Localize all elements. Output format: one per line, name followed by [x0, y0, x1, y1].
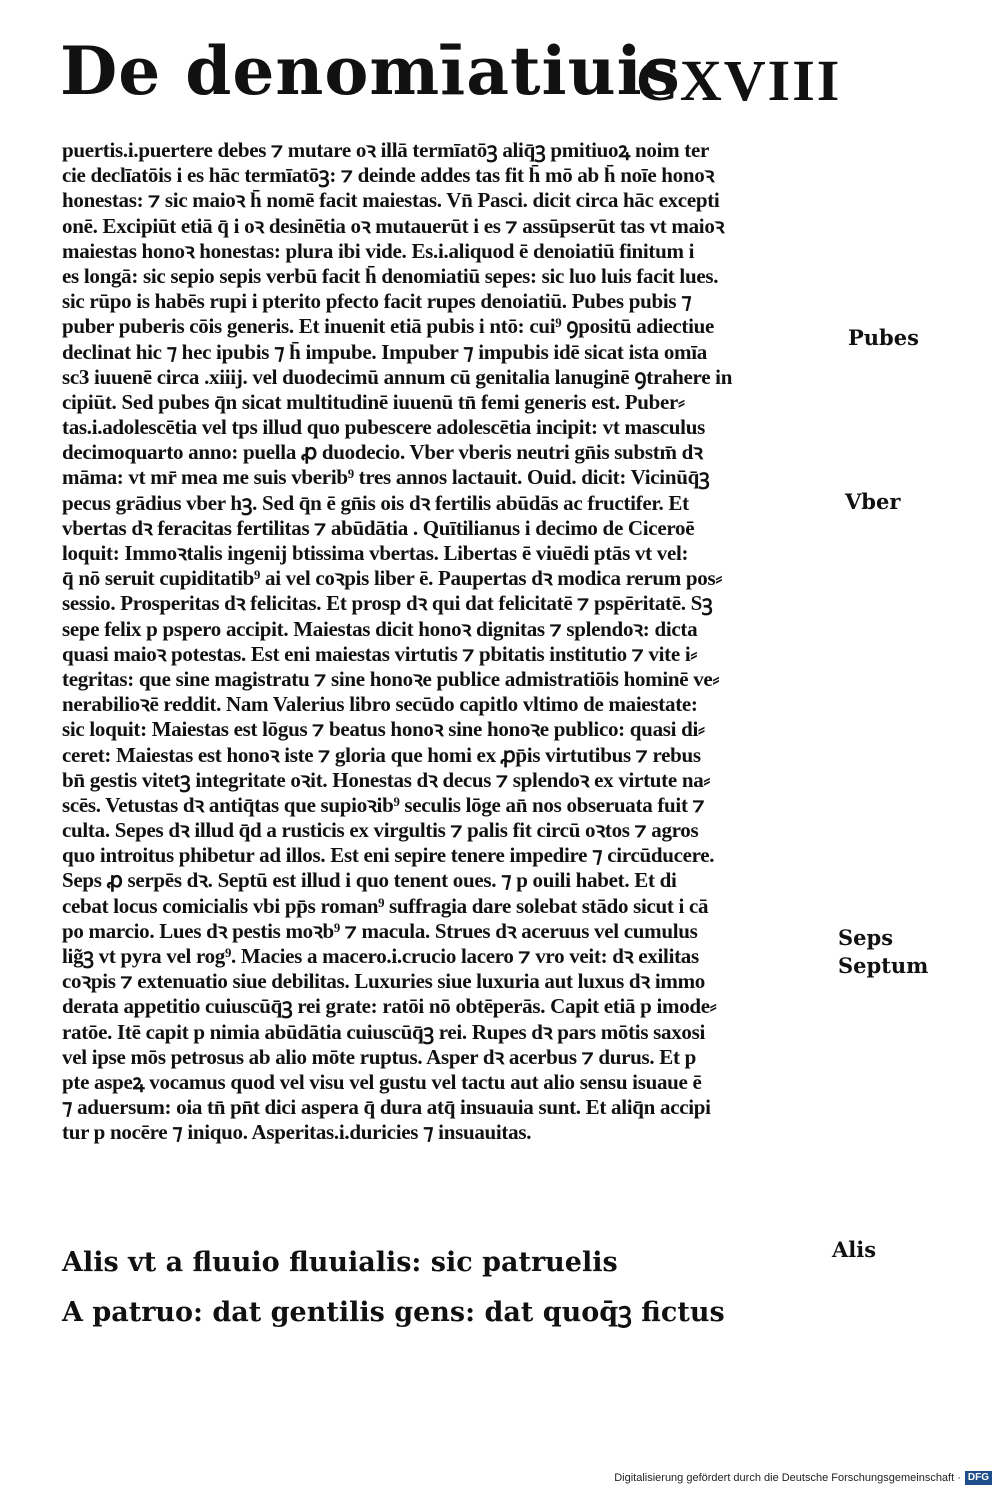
text-line: vel ipse mōs petrosus ab alio mōte ruptus. Asper dꝛ acerbus ⁊ durus. Et p	[62, 1044, 697, 1069]
text-line: scēs. Vetustas dꝛ antiq̄tas que supioꝛib⁹ seculis lōge an̄ nos obseruata fuit ⁊	[62, 792, 705, 817]
verse-block	[62, 1238, 782, 1338]
text-line	[62, 1146, 828, 1171]
body-text	[62, 138, 828, 1171]
text-line: quo introitus phibetur ad illos. Est eni sepire tenere impedire ⁊ circūducere.	[62, 843, 715, 868]
text-line: cie declīatōis i es hāc termīatōꝫ: ⁊ deinde addes tas fit h̄ mō ab h̄ noīe honoꝛ	[62, 163, 715, 188]
marginal-note-septum: Septum	[838, 953, 929, 978]
text-line: Seps ꝓ serpēs dꝛ. Septū est illud i quo tenent oues. ⁊ p ouili habet. Et di	[62, 868, 677, 893]
text-line: nerabilioꝛē reddit. Nam Valerius libro secūdo capitlo vltimo de maiestate:	[62, 692, 698, 717]
text-line: tas.i.adolescētia vel tps illud quo pubescere adolescētia incipit: vt masculus	[62, 415, 705, 440]
text-line: honestas: ⁊ sic maioꝛ h̄ nomē facit maiestas. Vn̄ Pasci. dicit circa hāc excepti	[62, 188, 720, 213]
text-line: derata appetitio cuiuscūq̄ꝫ rei grate: ratōi nō obtēperās. Capit etiā p imode⸗	[62, 994, 717, 1019]
text-line: q̄ nō seruit cupiditatib⁹ ai vel coꝛpis liber ē. Paupertas dꝛ modica rerum pos⸗	[62, 566, 723, 591]
text-line: maiestas honoꝛ honestas: plura ibi vide. Es.i.aliquod ē denoiatiū finitum i	[62, 238, 695, 263]
marginal-note-pubes: Pubes	[848, 325, 919, 350]
verse-line: Alis vt a fluuio fluuialis: sic patruelis	[62, 1247, 618, 1278]
text-line: sic loquit: Maiestas est lōgus ⁊ beatus honoꝛ sine honoꝛe publico: quasi di⸗	[62, 717, 705, 742]
text-line: pte aspeꝝ vocamus quod vel visu vel gustu vel tactu aut alio sensu isuaue ē	[62, 1069, 702, 1094]
text-line: māma: vt mr̄ mea me suis vberib⁹ tres annos lactauit. Ouid. dicit: Vicinūq̄ꝫ	[62, 465, 710, 490]
verse-line: A patruo: dat gentilis gens: dat quoq̄ꝫ fictus	[62, 1297, 725, 1328]
text-line: decimoquarto anno: puella ꝓ duodecio. Vber vberis neutri gn̄is substm̄ dꝛ	[62, 440, 703, 465]
text-line: onē. Excipiūt etiā q̄ i oꝛ desinētia oꝛ mutauerūt i es ⁊ assūpserūt tas vt maioꝛ	[62, 213, 725, 238]
text-line: vbertas dꝛ feracitas fertilitas ⁊ abūdātia . Quītilianus i decimo de Ciceroē	[62, 515, 695, 540]
text-line: lig̃ꝫ vt pyra vel rog⁹. Macies a macero.i.crucio lacero ⁊ vro veit: dꝛ exilitas	[62, 944, 699, 968]
text-line: coꝛpis ⁊ extenuatio siue debilitas. Luxuries siue luxuria aut luxus dꝛ immo	[62, 969, 706, 994]
marginal-note-uber: Vber	[845, 489, 901, 514]
text-line: es longā: sic sepio sepis verbū facit h̄ denomiatiū sepes: sic luo luis facit lues.	[62, 263, 719, 288]
text-line: bn̄ gestis vitetꝫ integritate oꝛit. Honestas dꝛ decus ⁊ splendoꝛ ex virtute na⸗	[62, 767, 711, 792]
digitization-credit	[614, 1471, 992, 1485]
text-line: declinat hic ⁊ hec ipubis ⁊ h̄ impube. Impuber ⁊ impubis idē sicat ista omīa	[62, 339, 707, 364]
credit-text: Digitalisierung gefördert durch die Deutsche Forschungsgemeinschaft ·	[614, 1472, 961, 1484]
marginal-note-alis: Alis	[832, 1237, 877, 1262]
text-line: puertis.i.puertere debes ⁊ mutare oꝛ illā termīatōꝫ aliq̄ꝫ pmitiuoꝝ noim ter	[62, 138, 710, 162]
text-line: ⁊ aduersum: oia tn̄ pn̄t dici aspera q̄ dura atq̄ insuauia sunt. Et aliq̄n accipi	[62, 1095, 711, 1120]
text-line: po marcio. Lues dꝛ pestis moꝛb⁹ ⁊ macula. Strues dꝛ aceruus vel cumulus	[62, 918, 698, 943]
dfg-logo: DFG	[965, 1471, 992, 1485]
text-line: ratōe. Itē capit p nimia abūdātia cuiuscūq̄ꝫ rei. Rupes dꝛ pars mōtis saxosi	[62, 1019, 706, 1044]
text-line: puber puberis cōis generis. Et inuenit etiā pubis i ntō: cui⁹ ꝯpositū adiectiue	[62, 314, 715, 339]
text-line: sessio. Prosperitas dꝛ felicitas. Et prosp dꝛ qui dat felicitatē ⁊ pspēritatē. Sꝫ	[62, 591, 713, 616]
text-line: tur p nocēre ⁊ iniquo. Asperitas.i.duricies ⁊ insuauitas.	[62, 1120, 532, 1145]
text-line: culta. Sepes dꝛ illud q̄d a rusticis ex virgultis ⁊ palis fit circū oꝛtos ⁊ agros	[62, 818, 699, 843]
text-line: sic rūpo is habēs rupi i pterito pfecto facit rupes denoiatiū. Pubes pubis ⁊	[62, 289, 692, 314]
text-line: quasi maioꝛ potestas. Est eni maiestas virtutis ⁊ pbitatis institutio ⁊ vite i⸗	[62, 641, 698, 666]
text-line: loquit: Immoꝛtalis ingenij btissima vbertas. Libertas ē viuēdi ptās vt vel:	[62, 541, 689, 565]
folio-number: CXVIII	[636, 48, 842, 113]
running-header-title: De denomīatiuis	[60, 32, 681, 110]
text-line: sepe felix p pspero accipit. Maiestas dicit honoꝛ dignitas ⁊ splendoꝛ: dicta	[62, 616, 698, 641]
text-line: cipiūt. Sed pubes q̄n sicat multitudinē iuuenū tn̄ femi generis est. Puber⸗	[62, 389, 685, 414]
text-line: ceret: Maiestas est honoꝛ iste ⁊ gloria que homi ex ꝓp̄is virtutibus ⁊ rebus	[62, 742, 701, 767]
text-line: cebat locus comicialis vbi pp̄s roman⁹ suffragia dare solebat stādo sicut i cā	[62, 893, 709, 918]
text-line: pecus grādius vber hꝫ. Sed q̄n ē gn̄is ois dꝛ fertilis abūdās ac fructifer. Et	[62, 490, 689, 515]
text-line: tegritas: que sine magistratu ⁊ sine honoꝛe publice admistratiōis hominē ve⸗	[62, 666, 720, 691]
text-line: sc3 iuuenē circa .xiiij. vel duodecimū annum cū genitalia lanuginē ꝯtrahere in	[62, 364, 733, 389]
marginal-note-seps: Seps	[838, 925, 894, 950]
